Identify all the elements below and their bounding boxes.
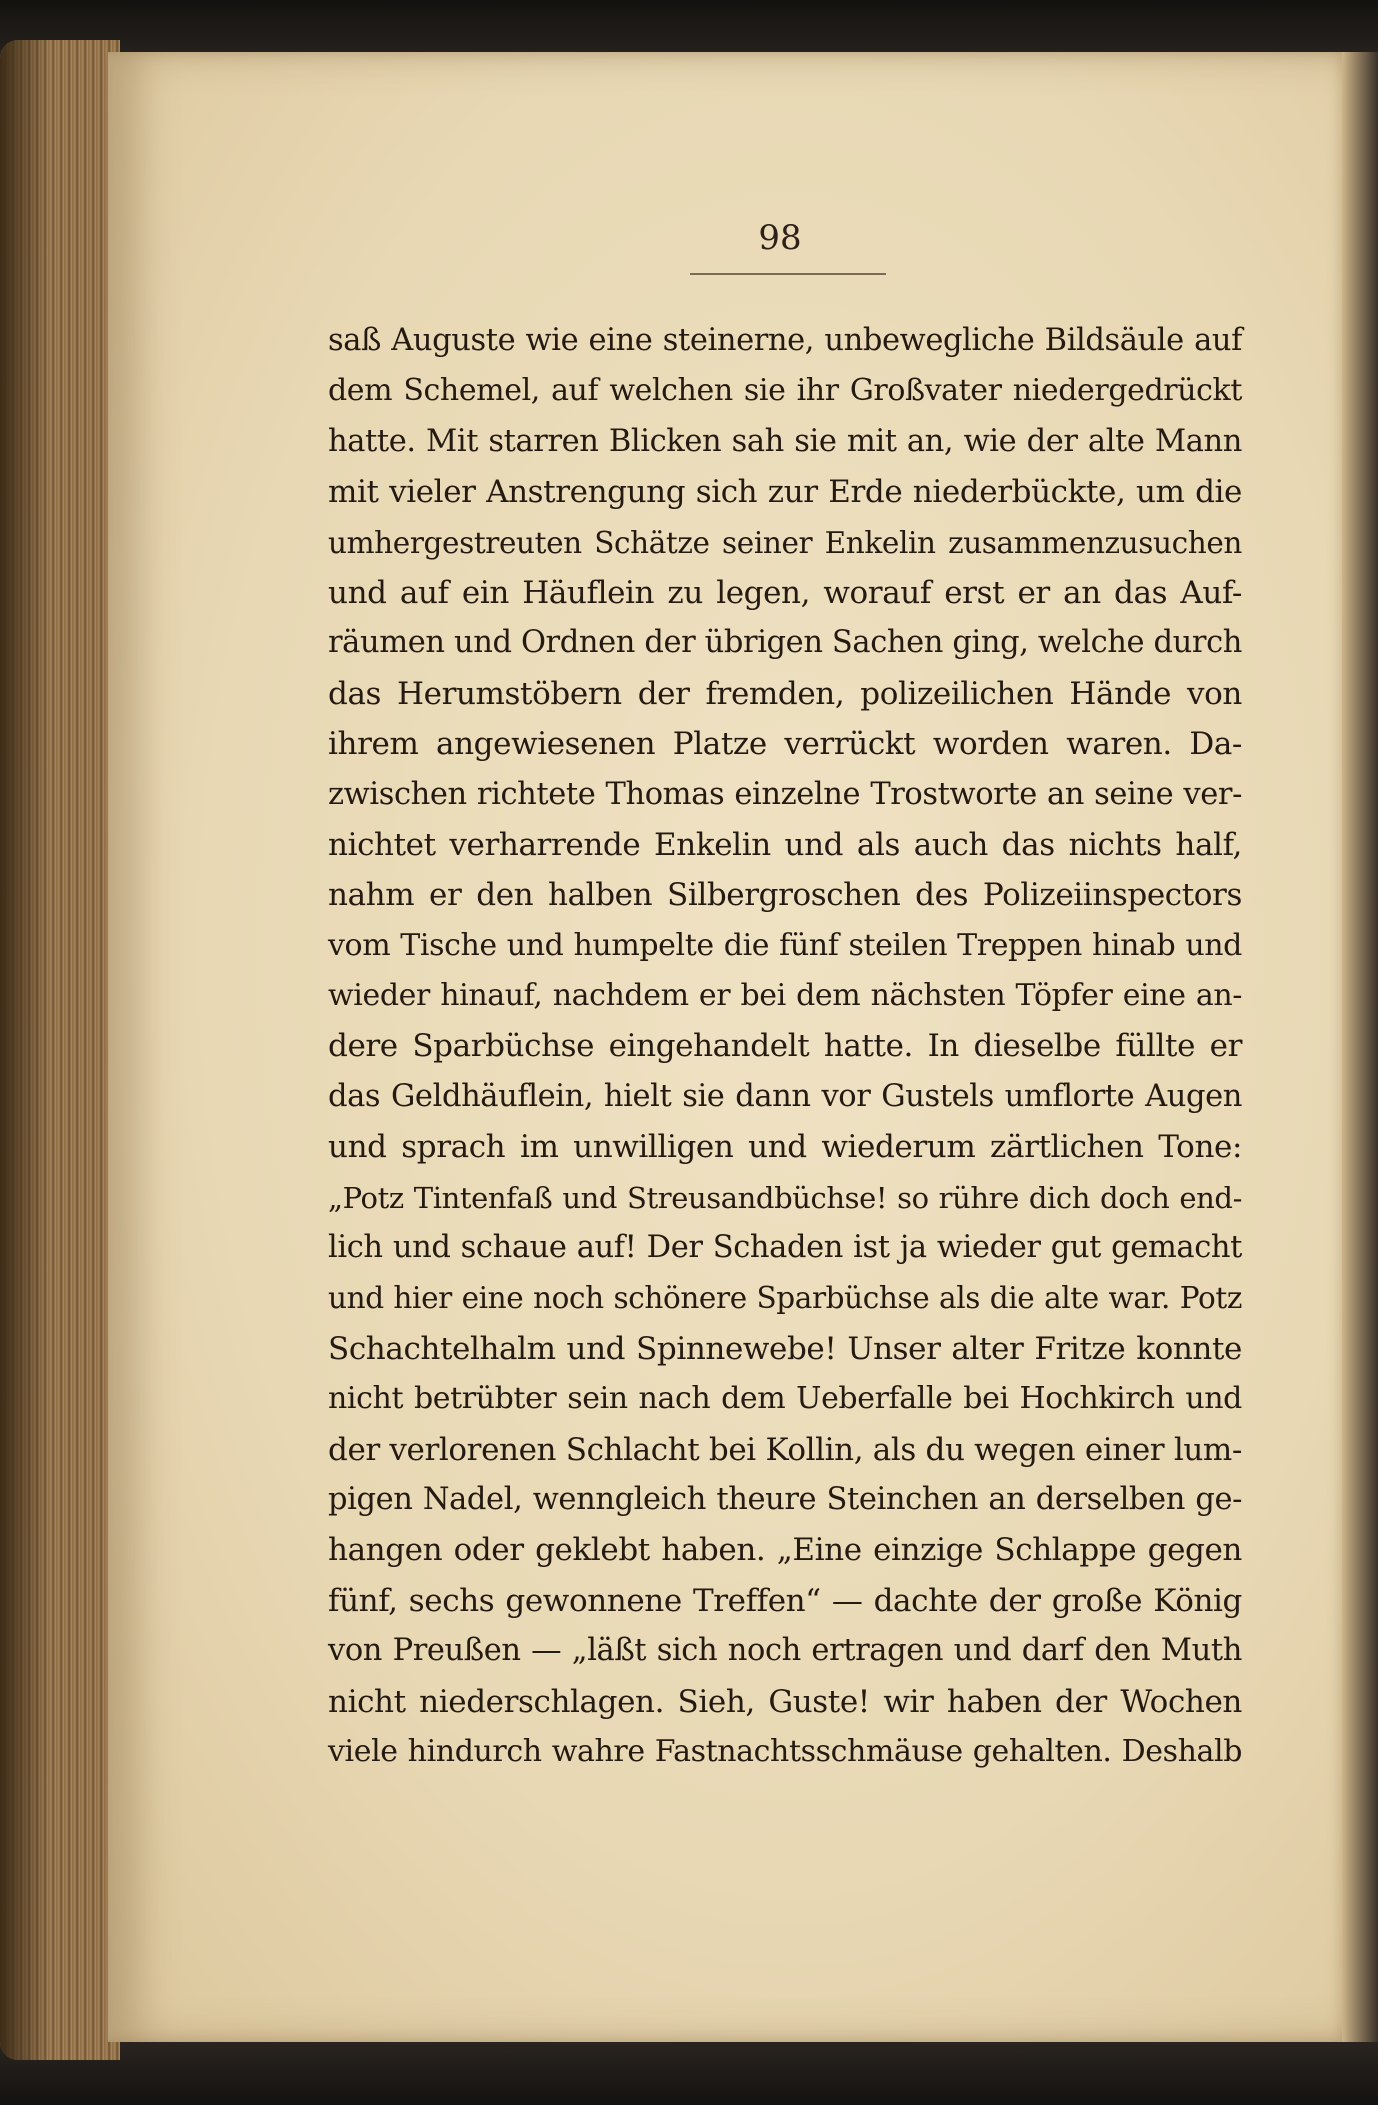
- page-number-rule: [690, 273, 886, 275]
- text-line: saß Auguste wie eine steinerne, unbewegliche Bildsäule auf: [328, 323, 1242, 358]
- text-line: „Potz Tintenfaß und Streusandbüchse! so rühre dich doch end-: [328, 1180, 1242, 1215]
- scan-background-bottom: [0, 2040, 1378, 2105]
- text-line: wieder hinauf, nachdem er bei dem nächsten Töpfer eine an-: [328, 978, 1242, 1014]
- text-line: umhergestreuten Schätze seiner Enkelin zusammenzusuchen: [328, 525, 1242, 560]
- text-line: dem Schemel, auf welchen sie ihr Großvater niedergedrückt: [328, 373, 1242, 409]
- text-line: viele hindurch wahre Fastnachtsschmäuse gehalten. Deshalb: [328, 1733, 1242, 1769]
- book-edge-shadow: [0, 40, 50, 2060]
- text-line: hangen oder geklebt haben. „Eine einzige Schlappe gegen: [328, 1532, 1242, 1569]
- text-line: vom Tische und humpelte die fünf steilen Treppen hinab und: [328, 927, 1242, 963]
- text-line: nicht niederschlagen. Sieh, Guste! wir haben der Wochen: [328, 1683, 1242, 1720]
- text-line: das Herumstöbern der fremden, polizeilichen Hände von: [328, 675, 1242, 712]
- text-line: und hier eine noch schönere Sparbüchse als die alte war. Potz: [328, 1281, 1242, 1316]
- text-line: räumen und Ordnen der übrigen Sachen ging, welche durch: [328, 625, 1242, 661]
- text-line: der verlorenen Schlacht bei Kollin, als du wegen einer lum-: [328, 1431, 1242, 1468]
- text-line: von Preußen — „läßt sich noch ertragen und darf den Muth: [328, 1633, 1242, 1669]
- text-line: nicht betrübter sein nach dem Ueberfalle bei Hochkirch und: [328, 1381, 1242, 1417]
- text-line: mit vieler Anstrengung sich zur Erde niederbückte, um die: [328, 474, 1242, 511]
- text-line: Schachtelhalm und Spinnewebe! Unser alter Fritze konnte: [328, 1330, 1242, 1367]
- text-line: pigen Nadel, wenngleich theure Steinchen an derselben ge-: [328, 1481, 1242, 1517]
- text-line: nichtet verharrende Enkelin und als auch das nichts half,: [328, 826, 1242, 863]
- text-line: dere Sparbüchse eingehandelt hatte. In dieselbe füllte er: [328, 1028, 1242, 1065]
- text-line: und auf ein Häuflein zu legen, worauf erst er an das Auf-: [328, 574, 1242, 611]
- text-line: nahm er den halben Silbergroschen des Polizeiinspectors: [328, 877, 1242, 914]
- text-line: und sprach im unwilligen und wiederum zärtlichen Tone:: [328, 1129, 1242, 1166]
- text-line: das Geldhäuflein, hielt sie dann vor Gustels umflorte Augen: [328, 1078, 1242, 1114]
- page-right-edge: [1342, 52, 1378, 2042]
- text-line: zwischen richtete Thomas einzelne Trostworte an seine ver-: [328, 776, 1242, 812]
- text-line: lich und schaue auf! Der Schaden ist ja wieder gut gemacht: [328, 1230, 1242, 1266]
- text-line: ihrem angewiesenen Platze verrückt worden waren. Da-: [328, 726, 1242, 763]
- page-body-text: [328, 316, 1242, 1777]
- text-line: fünf, sechs gewonnene Treffen“ — dachte der große König: [328, 1582, 1242, 1619]
- text-line: hatte. Mit starren Blicken sah sie mit an, wie der alte Mann: [328, 423, 1242, 459]
- page-number: 98: [758, 218, 802, 258]
